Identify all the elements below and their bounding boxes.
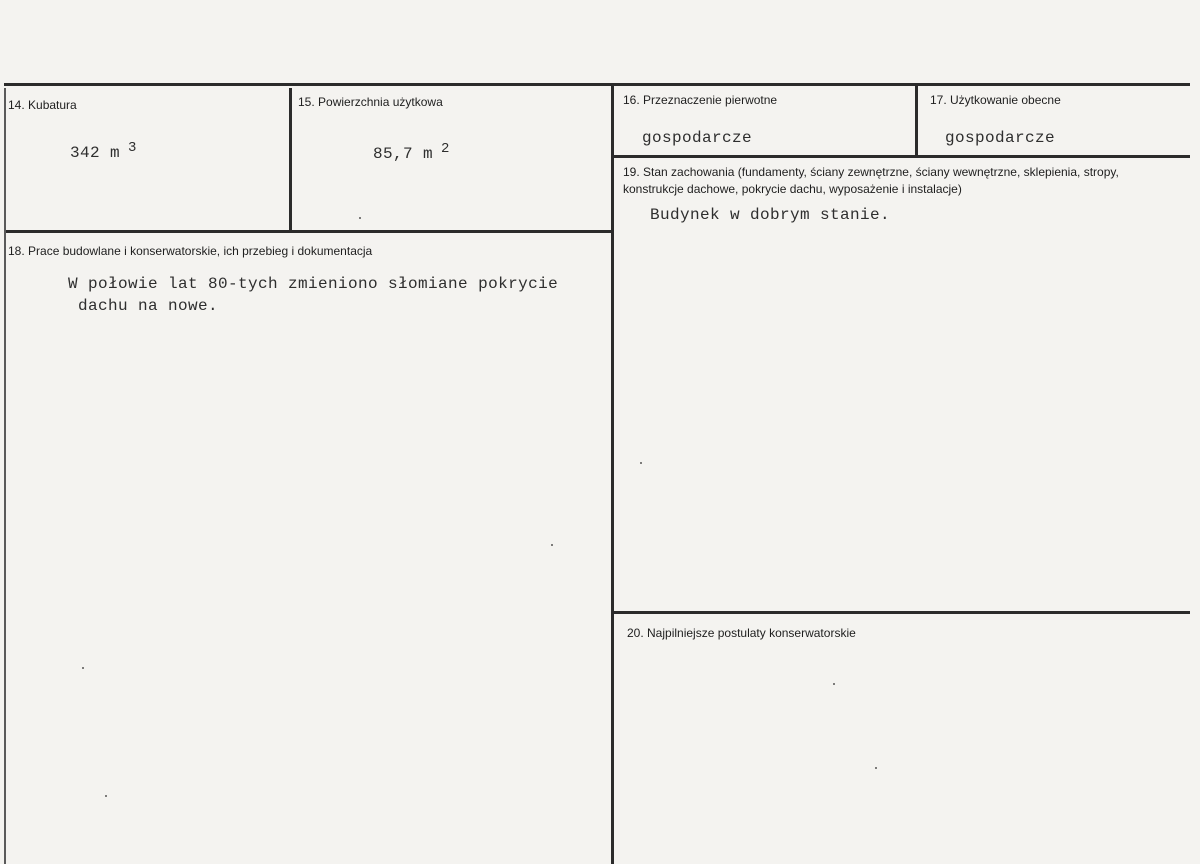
cubature-value: 342 m bbox=[70, 144, 121, 162]
speck bbox=[833, 683, 835, 685]
rule-under-16-17 bbox=[613, 155, 1190, 158]
field-18-line-2: dachu na nowe. bbox=[68, 297, 219, 315]
field-18-label: 18. Prace budowlane i konserwatorskie, ich przebieg i dokumentacja bbox=[8, 244, 373, 258]
divider-16-17 bbox=[915, 85, 918, 158]
field-19-value: Budynek w dobrym stanie. bbox=[650, 206, 891, 224]
speck bbox=[82, 667, 84, 669]
rule-under-14-15 bbox=[4, 230, 614, 233]
field-18-line-1: W połowie lat 80-tych zmieniono słomiane pokrycie bbox=[68, 275, 559, 293]
area-exponent: 2 bbox=[441, 141, 450, 157]
speck bbox=[875, 767, 877, 769]
area-value: 85,7 m bbox=[373, 145, 434, 163]
divider-14-15 bbox=[289, 88, 292, 233]
field-16-label: 16. Przeznaczenie pierwotne bbox=[623, 93, 778, 107]
left-edge bbox=[4, 88, 6, 864]
field-20-label: 20. Najpilniejsze postulaty konserwatorskie bbox=[627, 626, 856, 640]
speck bbox=[551, 544, 553, 546]
top-rule bbox=[4, 83, 1190, 86]
field-17-value: gospodarcze bbox=[945, 129, 1056, 147]
field-14-value bbox=[70, 140, 137, 162]
cubature-exponent: 3 bbox=[128, 140, 137, 156]
center-divider bbox=[611, 85, 614, 864]
field-15-value bbox=[373, 141, 450, 163]
field-19-label: 19. Stan zachowania (fundamenty, ściany zewnętrzne, ściany wewnętrzne, sklepienia, stropy, konstrukcje dachowe, pokrycie dachu, wyposażenie i instalacje) bbox=[623, 165, 1119, 196]
field-14-label: 14. Kubatura bbox=[8, 98, 77, 112]
field-18-value bbox=[68, 273, 558, 317]
field-16-value: gospodarcze bbox=[642, 129, 753, 147]
field-17-label: 17. Użytkowanie obecne bbox=[930, 93, 1061, 107]
rule-above-20 bbox=[613, 611, 1190, 614]
field-15-label: 15. Powierzchnia użytkowa bbox=[298, 95, 443, 109]
speck bbox=[640, 462, 642, 464]
speck bbox=[105, 795, 107, 797]
speck bbox=[359, 217, 361, 219]
